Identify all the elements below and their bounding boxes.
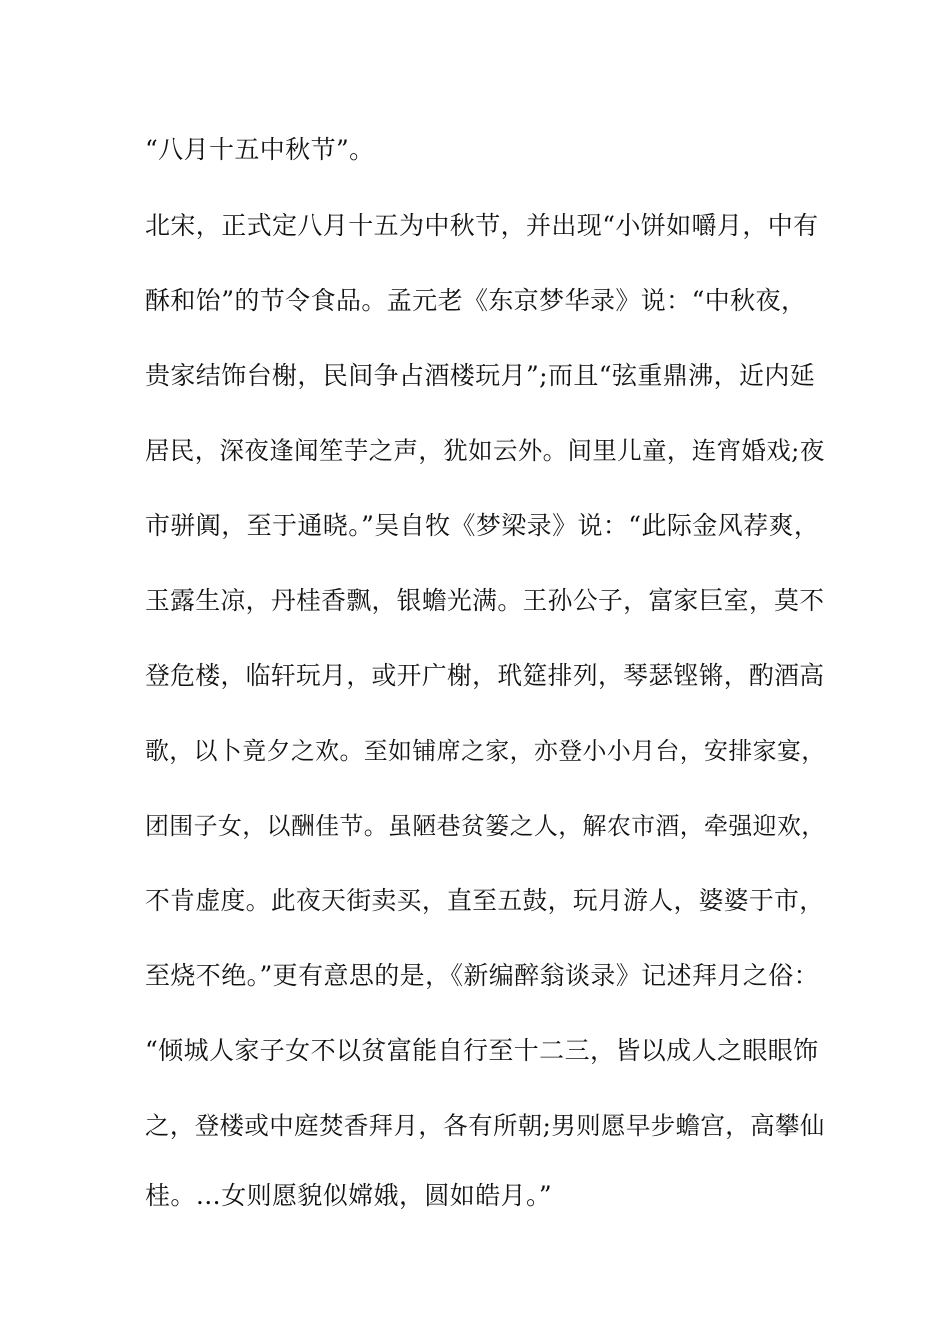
text-line: 酥和饴”的节令食品。孟元老《东京梦华录》说：“中秋夜， <box>145 286 807 315</box>
text-line: 市骈阗，至于通晓。”吴自牧《梦梁录》说：“此际金风荐爽， <box>145 511 820 540</box>
text-line: 桂。…女则愿貌似嫦娥，圆如皓月。” <box>145 1181 553 1210</box>
text-line: “八月十五中秋节”。 <box>145 135 375 164</box>
text-line: 北宋，正式定八月十五为中秋节，并出现“小饼如嚼月，中有 <box>145 211 819 240</box>
text-line: 之，登楼或中庭焚香拜月，各有所朝;男则愿早步蟾宫，高攀仙 <box>145 1111 825 1140</box>
text-line: 团围子女，以酬佳节。虽陋巷贫篓之人，解农市酒，牵强迎欢， <box>145 812 826 840</box>
text-line: 登危楼，临轩玩月，或开广榭，玳筵排列，琴瑟铿锵，酌酒高 <box>145 661 825 690</box>
text-line: 歌，以卜竟夕之欢。至如铺席之家，亦登小小月台，安排家宴， <box>145 737 826 765</box>
text-line: 贵家结饰台榭，民间争占酒楼玩月”;而且“弦重鼎沸，近内延 <box>145 361 816 390</box>
text-line: 至烧不绝。”更有意思的是，《新编醉翁谈录》记述拜月之俗： <box>145 961 819 990</box>
text-line: “倾城人家子女不以贫富能自行至十二三，皆以成人之眼眼饰 <box>145 1036 819 1065</box>
text-line: 不肯虚度。此夜天街卖买，直至五鼓，玩月游人，婆婆于市， <box>145 886 825 915</box>
text-line: 居民，深夜逢闻笙芋之声，犹如云外。间里儿童，连宵婚戏;夜 <box>145 436 825 465</box>
text-line: 玉露生凉，丹桂香飘，银蟾光满。王孙公子，富家巨室，莫不 <box>145 586 825 615</box>
